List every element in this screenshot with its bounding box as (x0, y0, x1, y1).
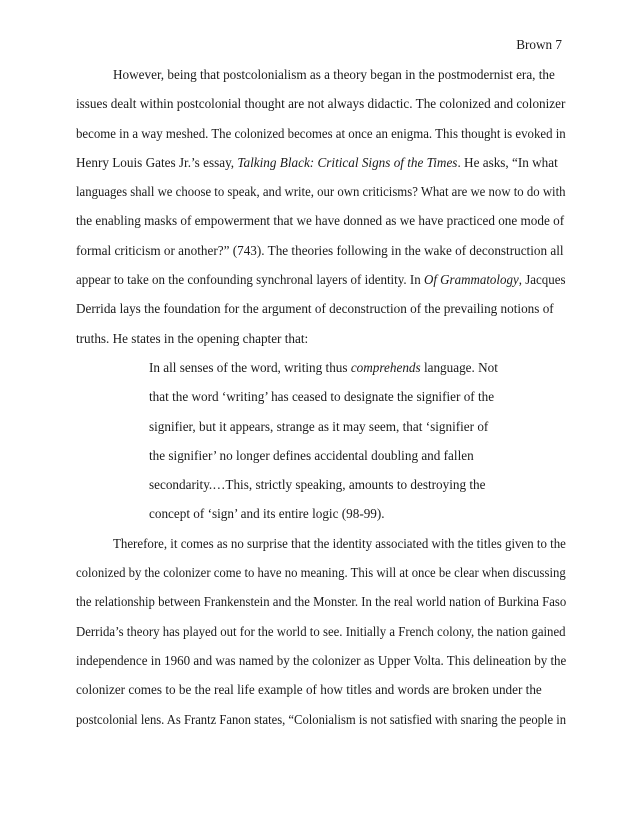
body-text (76, 68, 566, 742)
block-quote-line: the signifier’ no longer defines accidental doubling and fallen (149, 447, 474, 463)
paragraph-line: independence in 1960 and was named by the colonizer as Upper Volta. This delineation by the (76, 652, 567, 668)
paragraph-line: languages shall we choose to speak, and write, our own criticisms? What are we now to do with (76, 184, 566, 200)
paragraph-line: the enabling masks of empowerment that we have donned as we have practiced one mode of (76, 213, 565, 229)
paragraph-line: Derrida lays the foundation for the argument of deconstruction of the prevailing notions of (76, 301, 554, 317)
block-quote-line: concept of ‘sign’ and its entire logic (98-99). (149, 506, 385, 522)
paragraph-line: postcolonial lens. As Frantz Fanon states, “Colonialism is not satisfied with snaring the people in (76, 711, 567, 727)
paragraph-line: Derrida’s theory has played out for the world to see. Initially a French colony, the nation gained (76, 623, 566, 639)
essay-title: Talking Black: Critical Signs of the Times (237, 154, 458, 170)
paragraph-line: colonized by the colonizer come to have no meaning. This will at once be clear when discussing (76, 565, 566, 581)
book-title: Of Grammatology (423, 272, 519, 288)
paragraph-line: Henry Louis Gates Jr.’s essay, Talking Black: Critical Signs of the Times. He asks, “In what (76, 154, 558, 170)
running-head: Brown 7 (516, 37, 562, 52)
paragraph-line: However, being that postcolonialism as a theory began in the postmodernist era, the (113, 67, 555, 82)
paragraph-line: issues dealt within postcolonial thought are not always didactic. The colonized and colonizer (76, 96, 566, 112)
paragraph-line: become in a way meshed. The colonized becomes at once an enigma. This thought is evoked in (76, 125, 566, 141)
block-quote-line: In all senses of the word, writing thus comprehends language. Not (149, 359, 498, 375)
paragraph-line: colonizer comes to be the real life example of how titles and words are broken under the (76, 682, 542, 698)
paragraph-line: the relationship between Frankenstein and the Monster. In the real world nation of Burkina Faso (76, 594, 567, 610)
block-quote-line: secondarity.…This, strictly speaking, amounts to destroying the (149, 477, 486, 493)
paragraph-line: appear to take on the confounding synchronal layers of identity. In Of Grammatology, Jacques (76, 272, 566, 288)
block-quote-line: that the word ‘writing’ has ceased to designate the signifier of the (149, 389, 495, 405)
block-quote-line: signifier, but it appears, strange as it may seem, that ‘signifier of (149, 418, 489, 434)
paragraph-line: Therefore, it comes as no surprise that the identity associated with the titles given to the (113, 535, 566, 551)
quote-emphasis: comprehends (350, 359, 421, 375)
paragraph-line: truths. He states in the opening chapter that: (76, 330, 309, 346)
paragraph-line: formal criticism or another?” (743). The theories following in the wake of deconstruction all (76, 242, 564, 258)
